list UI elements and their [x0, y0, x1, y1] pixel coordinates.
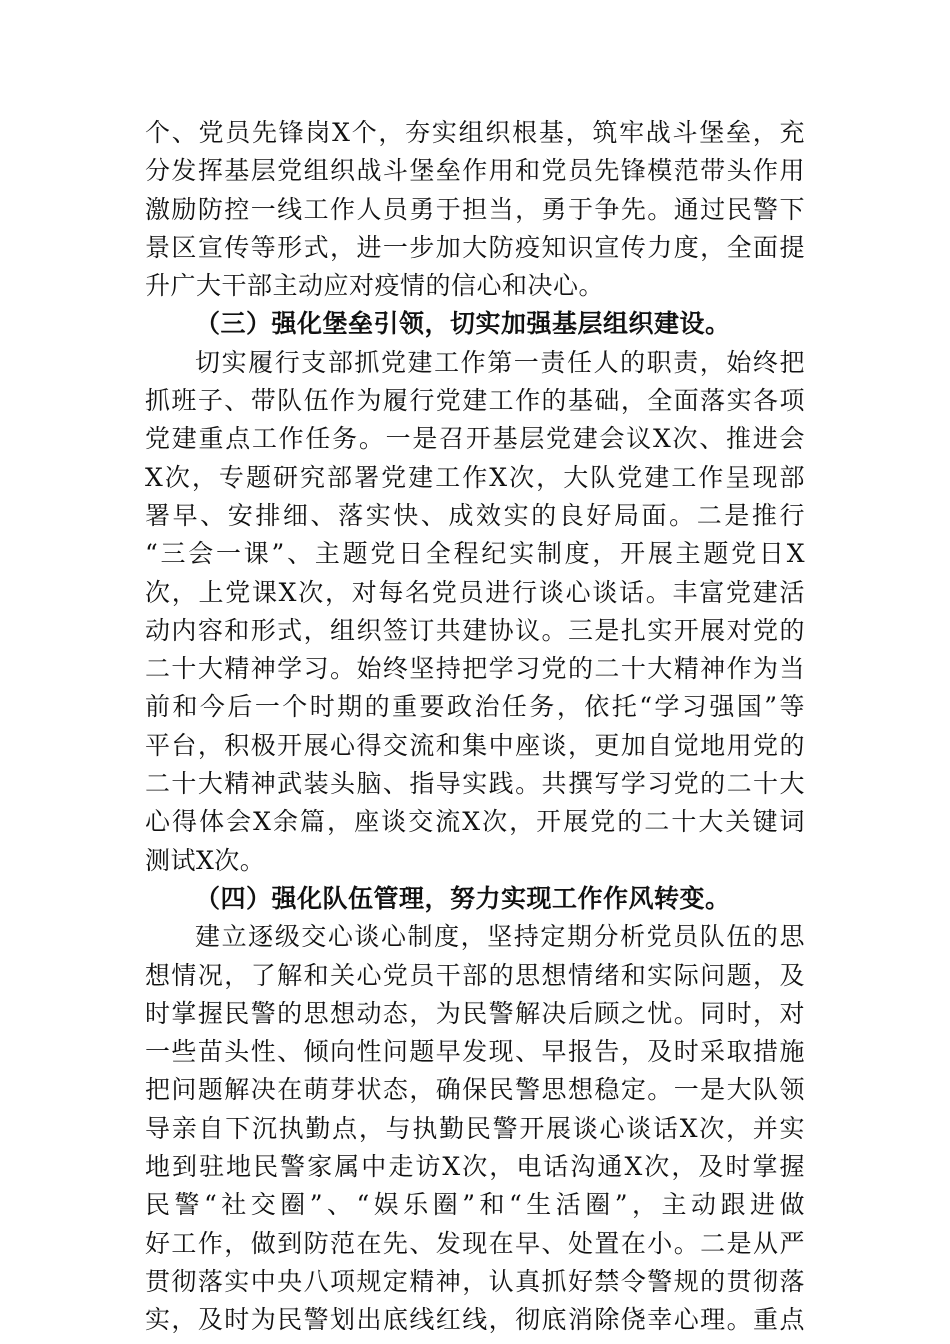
paragraph-line: 把问题解决在萌芽状态，确保民警思想稳定。一是大队领 — [145, 1075, 805, 1105]
paragraph-line: “三会一课”、主题党日全程纪实制度，开展主题党日X — [145, 539, 805, 569]
paragraph-line: 署早、安排细、落实快、成效实的良好局面。二是推行 — [145, 500, 805, 530]
paragraph-line: 党建重点工作任务。一是召开基层党建会议X次、推进会 — [145, 424, 805, 454]
paragraph-line: 动内容和形式，组织签订共建协议。三是扎实开展对党的 — [145, 615, 805, 645]
paragraph-line: 想情况，了解和关心党员干部的思想情绪和实际问题，及 — [145, 960, 805, 990]
paragraph-line: 抓班子、带队伍作为履行党建工作的基础，全面落实各项 — [145, 386, 805, 416]
paragraph-line: 景区宣传等形式，进一步加大防疫知识宣传力度，全面提 — [145, 232, 805, 262]
document-page — [145, 114, 805, 1340]
paragraph-line: 实，及时为民警划出底线红线，彻底消除侥幸心理。重点 — [145, 1305, 805, 1335]
paragraph-line: 二十大精神武装头脑、指导实践。共撰写学习党的二十大 — [145, 769, 805, 799]
paragraph-line: 平台，积极开展心得交流和集中座谈，更加自觉地用党的 — [145, 730, 805, 760]
paragraph-line: 时掌握民警的思想动态，为民警解决后顾之忧。同时，对 — [145, 998, 805, 1028]
paragraph-line: 好工作，做到防范在先、发现在早、处置在小。二是从严 — [145, 1228, 805, 1258]
paragraph-line: 地到驻地民警家属中走访X次，电话沟通X次，及时掌握 — [145, 1152, 805, 1182]
paragraph-line: 前和今后一个时期的重要政治任务，依托“学习强国”等 — [145, 692, 805, 722]
paragraph-line: 测试X次。 — [145, 845, 266, 875]
paragraph-line: 一些苗头性、倾向性问题早发现、早报告，及时采取措施 — [145, 1037, 805, 1067]
paragraph-line: 心得体会X余篇，座谈交流X次，开展党的二十大关键词 — [145, 807, 805, 837]
section-heading: （四）强化队伍管理，努力实现工作作风转变。 — [195, 883, 731, 913]
paragraph-line: 建立逐级交心谈心制度，坚持定期分析党员队伍的思 — [195, 922, 805, 952]
section-heading: （三）强化堡垒引领，切实加强基层组织建设。 — [195, 309, 731, 339]
paragraph-line: X次，专题研究部署党建工作X次，大队党建工作呈现部 — [145, 462, 805, 492]
paragraph-line: 分发挥基层党组织战斗堡垒作用和党员先锋模范带头作用 — [145, 156, 805, 186]
paragraph-line: 个、党员先锋岗X个，夯实组织根基，筑牢战斗堡垒，充 — [145, 118, 805, 147]
paragraph-line: 二十大精神学习。始终坚持把学习党的二十大精神作为当 — [145, 654, 805, 684]
paragraph-line: 切实履行支部抓党建工作第一责任人的职责，始终把 — [195, 347, 805, 377]
paragraph-line: 贯彻落实中央八项规定精神，认真抓好禁令警规的贯彻落 — [145, 1266, 805, 1296]
paragraph-line: 民警“社交圈”、“娱乐圈”和“生活圈”，主动跟进做 — [145, 1190, 805, 1220]
paragraph-line: 导亲自下沉执勤点，与执勤民警开展谈心谈话X次，并实 — [145, 1113, 805, 1143]
paragraph-line: 升广大干部主动应对疫情的信心和决心。 — [145, 271, 605, 301]
paragraph-line: 次，上党课X次，对每名党员进行谈心谈话。丰富党建活 — [145, 577, 805, 607]
paragraph-line: 激励防控一线工作人员勇于担当，勇于争先。通过民警下 — [145, 194, 805, 224]
